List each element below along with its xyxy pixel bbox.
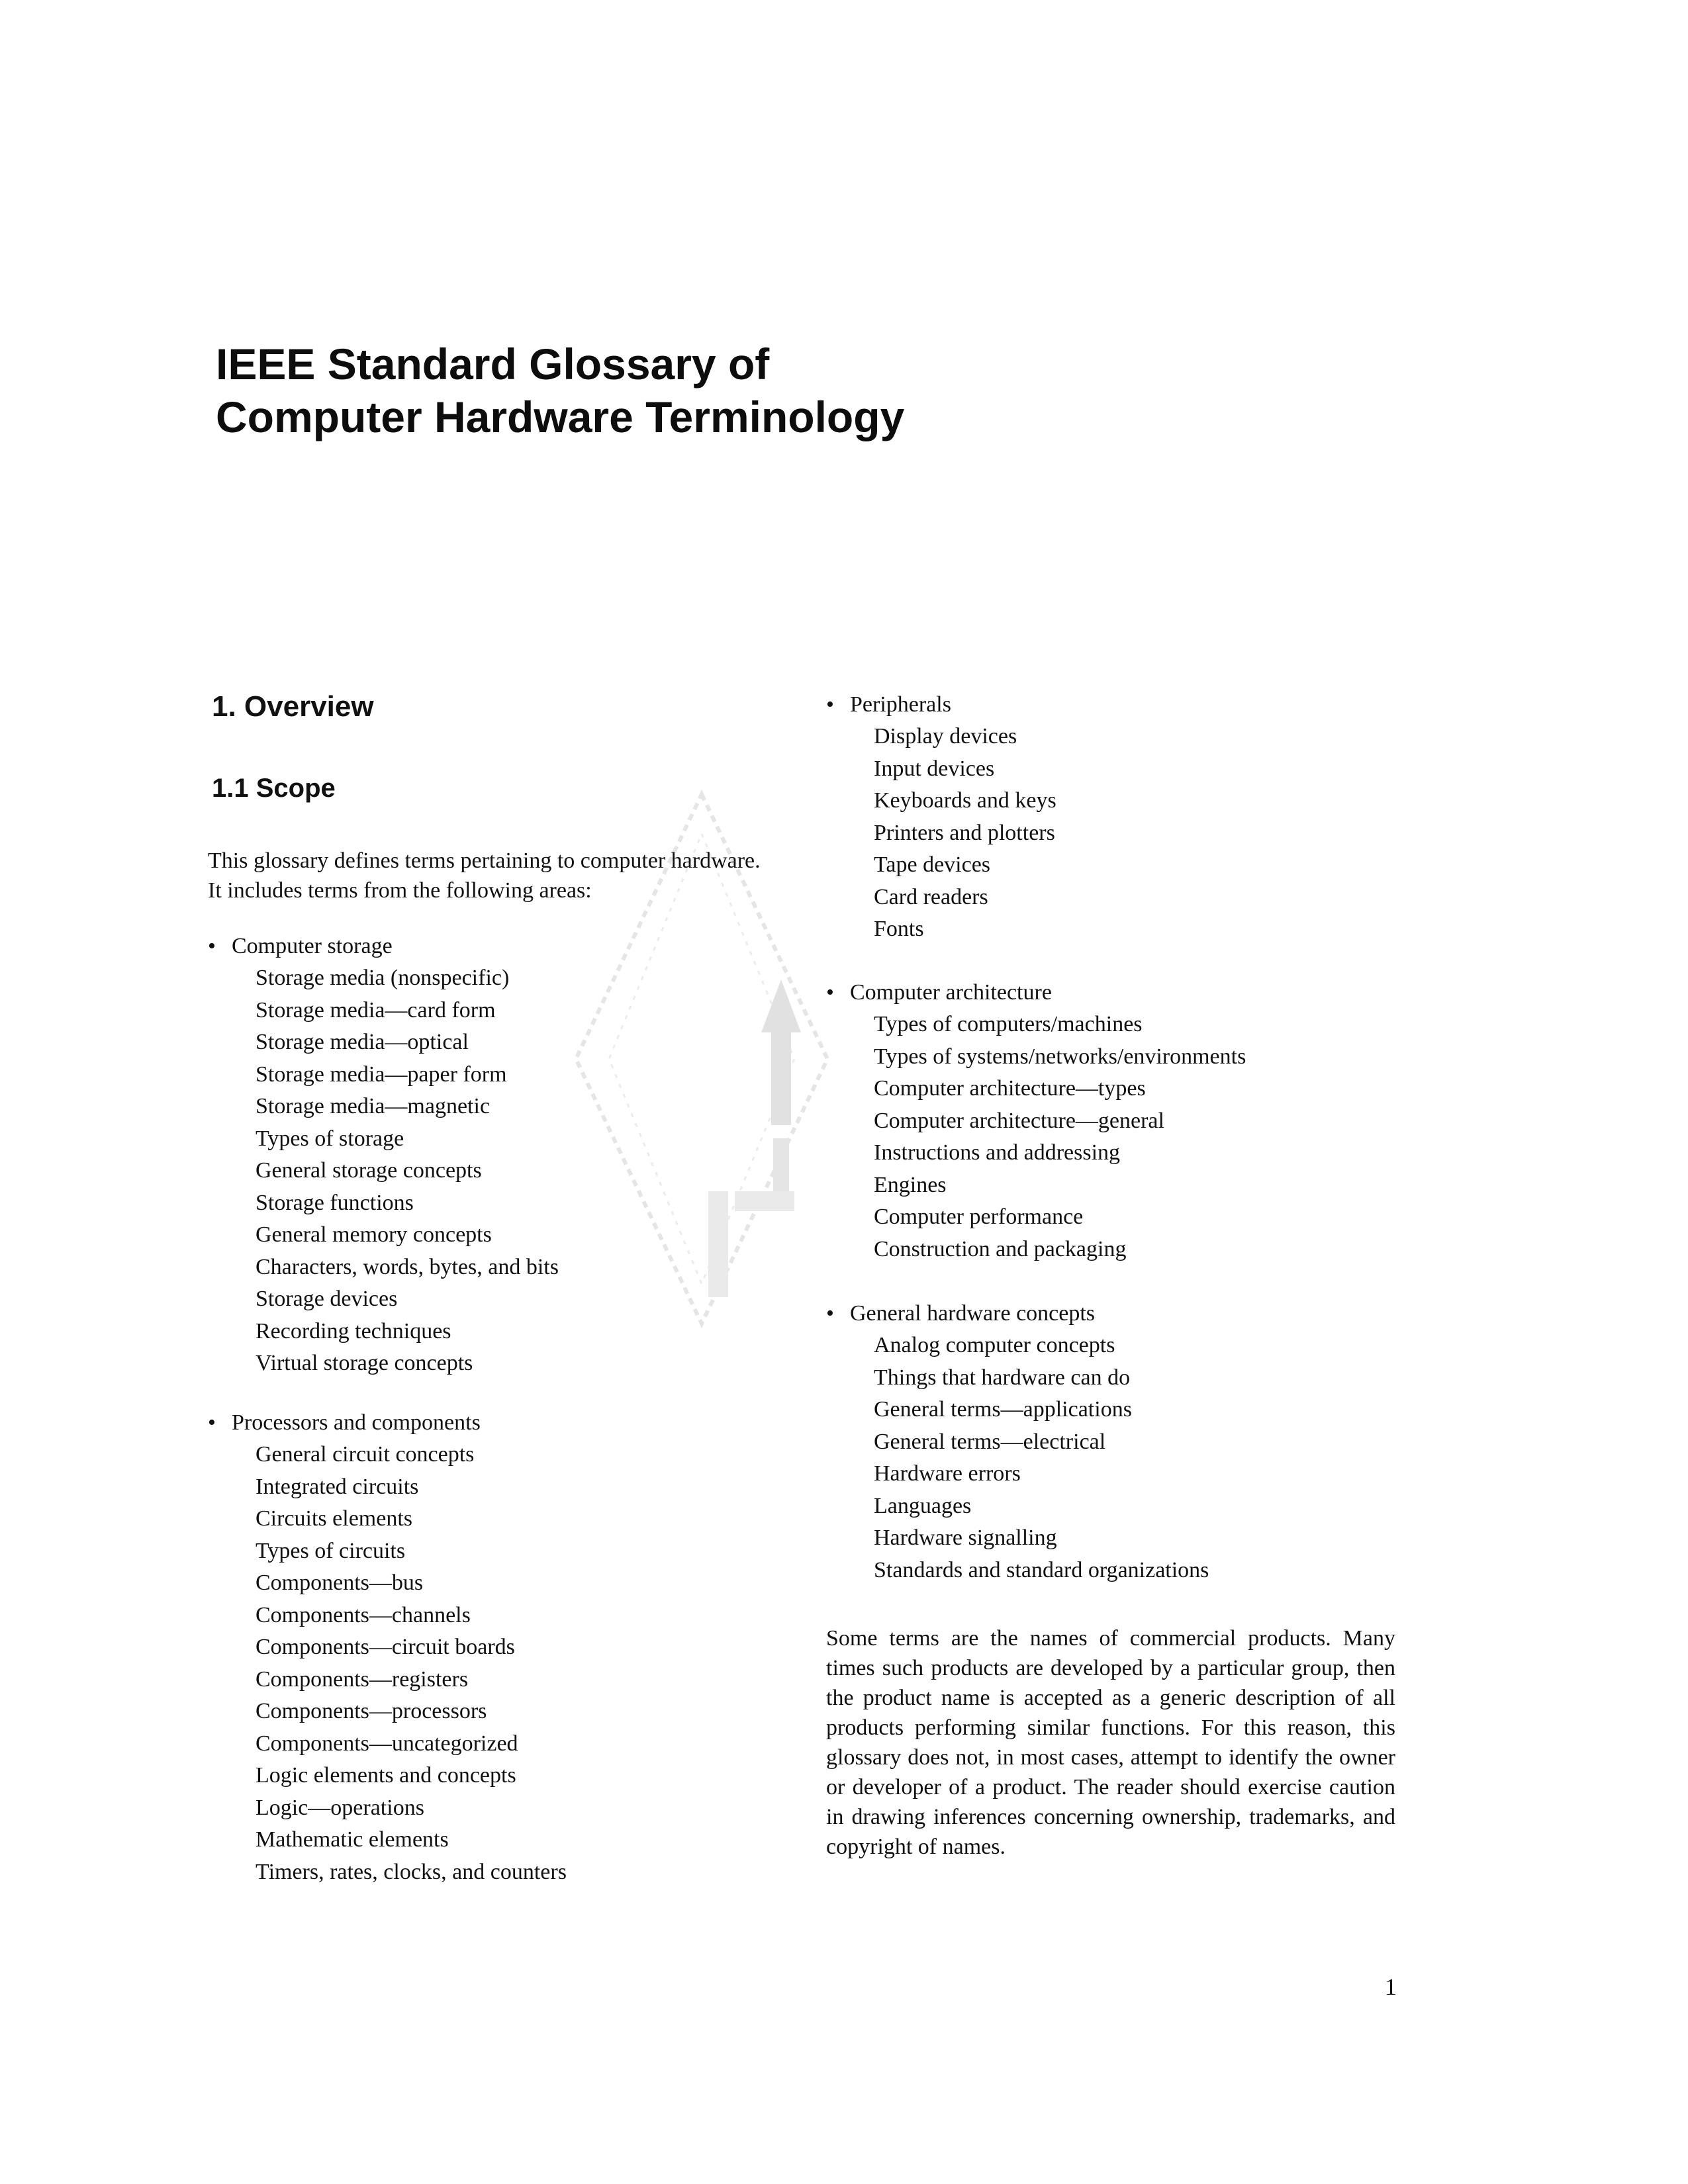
category-computer-architecture xyxy=(826,976,1246,1265)
category-items xyxy=(826,721,1056,946)
category-computer-storage xyxy=(208,930,559,1380)
page-number: 1 xyxy=(1385,1974,1397,2000)
section-heading-overview: 1. Overview xyxy=(212,690,374,723)
list-item: Computer architecture—general xyxy=(874,1108,1164,1133)
category-items xyxy=(826,1330,1209,1586)
list-item: Tape devices xyxy=(874,852,991,877)
category-general-hardware-concepts xyxy=(826,1297,1209,1586)
list-item: Components—bus xyxy=(256,1570,424,1595)
category-processors-and-components xyxy=(208,1406,567,1888)
category-items xyxy=(826,1009,1246,1265)
list-item: Storage media (nonspecific) xyxy=(256,966,510,990)
list-item: Card readers xyxy=(874,884,988,909)
list-item: Characters, words, bytes, and bits xyxy=(256,1254,559,1279)
list-item: Storage media—magnetic xyxy=(256,1094,491,1118)
list-item: Hardware errors xyxy=(874,1461,1021,1486)
list-item: Instructions and addressing xyxy=(874,1140,1121,1165)
category-label: • Processors and components xyxy=(208,1406,567,1439)
category-label: • Computer storage xyxy=(208,930,559,962)
list-item: Circuits elements xyxy=(256,1506,413,1531)
category-label: • Computer architecture xyxy=(826,976,1246,1009)
list-item: General memory concepts xyxy=(256,1222,492,1247)
list-item: Things that hardware can do xyxy=(874,1365,1131,1390)
list-item: Storage devices xyxy=(256,1287,398,1311)
category-items xyxy=(208,1439,567,1888)
list-item: Components—uncategorized xyxy=(256,1731,518,1756)
list-item: Components—circuit boards xyxy=(256,1635,515,1659)
list-item: Storage media—card form xyxy=(256,997,496,1023)
list-item: Storage media—optical xyxy=(256,1030,469,1054)
list-item: Fonts xyxy=(874,917,924,941)
list-item: Logic—operations xyxy=(256,1795,424,1820)
title-line-1: IEEE Standard Glossary of xyxy=(216,340,770,388)
list-item: General circuit concepts xyxy=(256,1442,475,1467)
list-item: Types of circuits xyxy=(256,1538,406,1563)
product-names-paragraph: Some terms are the names of commercial products. Many times such products are developed by a particular group, then the product name is accepted as a generic description of all products performing similar functions. For this reason, this glossary does not, in most cases, attempt to identify the owner or developer of a product. The reader should exercise caution in drawing inferences concerning ownership, trademarks, and copyright of names. xyxy=(826,1626,1395,1859)
list-item: Computer architecture—types xyxy=(874,1076,1146,1101)
category-items xyxy=(208,962,559,1380)
list-item: Languages xyxy=(874,1493,972,1518)
list-item: Integrated circuits xyxy=(256,1474,419,1499)
list-item: Storage functions xyxy=(256,1190,414,1215)
list-item: Recording techniques xyxy=(256,1318,451,1343)
list-item: General terms—applications xyxy=(874,1397,1132,1422)
list-item: Construction and packaging xyxy=(874,1236,1127,1261)
list-item: Engines xyxy=(874,1172,947,1197)
list-item: Types of computers/machines xyxy=(874,1012,1143,1036)
list-item: Printers and plotters xyxy=(874,820,1055,845)
title-line-2: Computer Hardware Terminology xyxy=(216,392,905,441)
list-item: Logic elements and concepts xyxy=(256,1763,516,1788)
list-item: Analog computer concepts xyxy=(874,1333,1115,1357)
list-item: Components—channels xyxy=(256,1602,471,1627)
list-item: General storage concepts xyxy=(256,1158,482,1183)
list-item: Timers, rates, clocks, and counters xyxy=(256,1859,567,1884)
list-item: Storage media—paper form xyxy=(256,1062,507,1087)
document-title xyxy=(216,338,904,443)
list-item: Types of systems/networks/environments xyxy=(874,1044,1246,1069)
list-item: Components—registers xyxy=(256,1666,469,1692)
list-item: Display devices xyxy=(874,724,1017,749)
list-item: Standards and standard organizations xyxy=(874,1557,1209,1582)
list-item: Virtual storage concepts xyxy=(256,1351,473,1375)
list-item: Keyboards and keys xyxy=(874,788,1056,813)
list-item: Mathematic elements xyxy=(256,1827,449,1852)
list-item: Components—processors xyxy=(256,1699,487,1723)
list-item: Computer performance xyxy=(874,1205,1084,1229)
category-label: • Peripherals xyxy=(826,688,1056,721)
category-label: • General hardware concepts xyxy=(826,1297,1209,1330)
list-item: General terms—electrical xyxy=(874,1429,1106,1454)
category-peripherals xyxy=(826,688,1056,946)
list-item: Types of storage xyxy=(256,1126,404,1151)
list-item: Hardware signalling xyxy=(874,1525,1057,1550)
scope-intro-paragraph: This glossary defines terms pertaining to computer hardware. It includes terms from the following areas: xyxy=(208,848,761,903)
list-item: Input devices xyxy=(874,756,995,781)
subsection-heading-scope: 1.1 Scope xyxy=(212,774,336,803)
